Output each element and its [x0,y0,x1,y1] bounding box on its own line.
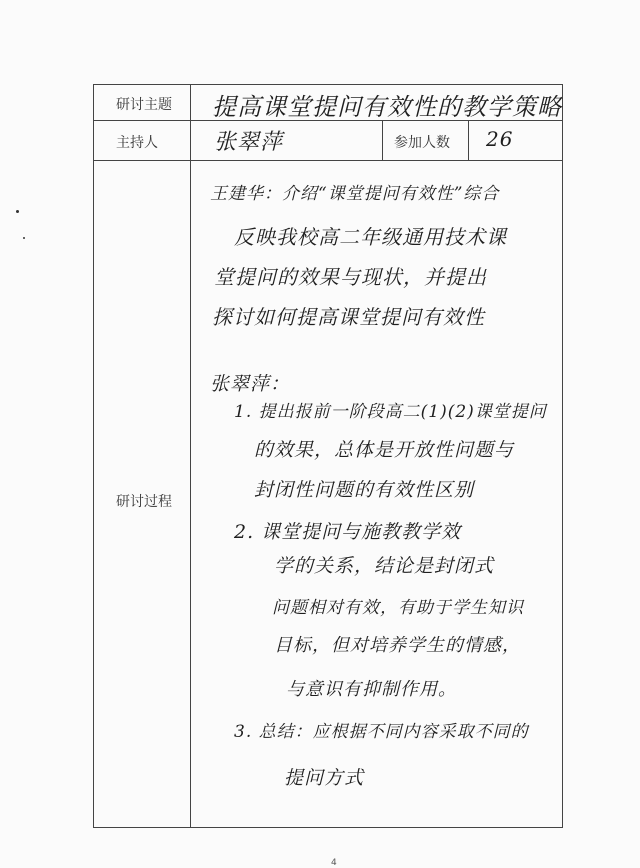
host-value: 张翠萍 [214,130,284,155]
note-line: 堂提问的效果与现状，并提出 [214,265,487,289]
note-line: 与意识有抑制作用。 [286,679,457,700]
note-line: 目标，但对培养学生的情感， [274,635,521,656]
margin-mark [16,210,19,213]
note-line: 提问方式 [284,767,365,789]
topic-row [94,85,562,121]
topic-value: 提高课堂提问有效性的教学策略 [212,93,562,121]
note-line: 张翠萍： [210,373,291,395]
note-line: 反映我校高二年级通用技术课 [234,225,507,249]
note-line: 探讨如何提高课堂提问有效性 [212,305,485,329]
participants-label: 参加人数 [394,135,450,151]
note-line: 王建华：介绍“课堂提问有效性”综合 [210,184,500,204]
note-line: 封闭性问题的有效性区别 [254,479,475,501]
page-number: 4 [331,858,337,868]
margin-mark [23,237,25,239]
note-line: 问题相对有效，有助于学生知识 [272,598,524,618]
host-label: 主持人 [116,135,158,151]
host-row [94,121,562,161]
discussion-record-form [93,84,563,828]
note-line: 学的关系，结论是封闭式 [274,555,495,577]
process-label: 研讨过程 [116,494,172,510]
note-line: 1. 提出报前一阶段高二(1)(2)课堂提问 [234,402,547,422]
note-line: 2. 课堂提问与施教教学效 [234,521,462,543]
note-line: 的效果，总体是开放性问题与 [254,439,515,461]
note-line: 3. 总结：应根据不同内容采取不同的 [234,722,529,742]
participants-value: 26 [486,127,514,151]
topic-label: 研讨主题 [116,97,172,113]
